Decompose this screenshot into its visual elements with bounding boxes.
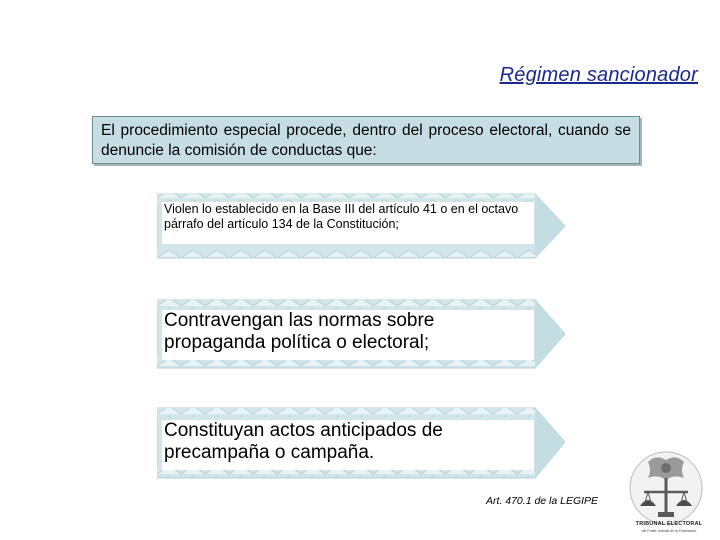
list-item <box>157 404 567 478</box>
list-item-text: Constituyan actos anticipados de precampaña o campaña. <box>162 420 534 470</box>
list-item-text: Violen lo establecido en la Base III del artículo 41 o en el octavo párrafo del artículo 134 de la Constitución; <box>162 202 534 244</box>
list-item-text: Contravengan las normas sobre propaganda política o electoral; <box>162 310 534 360</box>
list-item <box>157 188 567 262</box>
intro-box <box>92 116 640 164</box>
legal-citation: Art. 470.1 de la LEGIPE <box>486 495 599 507</box>
page-title: Régimen sancionador <box>499 64 698 86</box>
logo-subtitle: del Poder Judicial de la Federación <box>641 529 697 533</box>
list-item <box>157 296 567 370</box>
logo-caption: TRIBUNAL ELECTORAL <box>635 521 703 527</box>
intro-text: El procedimiento especial procede, dentro del proceso electoral, cuando se denuncie la comisión de conductas que: <box>101 122 631 159</box>
